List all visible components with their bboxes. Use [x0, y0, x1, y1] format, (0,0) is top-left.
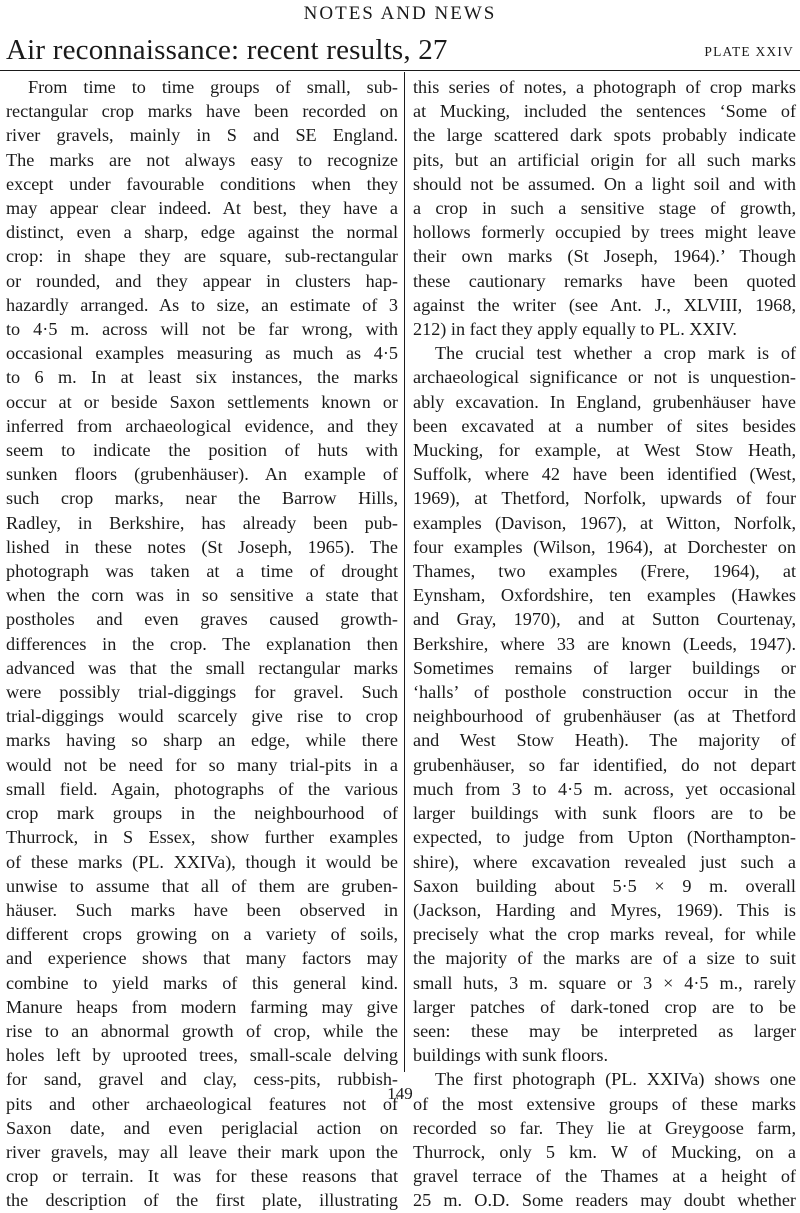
text-line: Suffolk, where 42 have been identified (West,	[413, 464, 796, 485]
text-line: their own marks (St Joseph, 1964).’ Though	[413, 246, 796, 267]
text-line: Manure heaps from modern farming may give	[6, 996, 398, 1017]
text-line: gravel terrace of the Thames at a height of	[413, 1166, 796, 1187]
text-line: trial-diggings would scarcely give rise to crop	[6, 706, 398, 727]
text-line: häuser. Such marks have been observed in	[6, 899, 398, 920]
text-line: to 4·5 m. across will not be far wrong, with	[6, 319, 398, 340]
text-line: river gravels, mainly in S and SE England.	[6, 125, 398, 146]
column-left	[6, 75, 398, 1213]
text-line: archaeological significance or not is unquestion-	[413, 367, 796, 388]
text-line: ‘halls’ of posthole construction occur in the	[413, 682, 796, 703]
text-line: been excavated at a number of sites besides	[413, 415, 796, 436]
text-line: examples (Davison, 1967), at Witton, Norfolk,	[413, 512, 796, 533]
text-line: The marks are not always easy to recognize	[6, 149, 398, 170]
text-line: and West Stow Heath). The majority of	[413, 730, 796, 751]
text-line: a crop in such a sensitive stage of growth,	[413, 198, 796, 219]
text-line: the description of the first plate, illustrating	[6, 1190, 398, 1211]
text-line: Mucking, for example, at West Stow Heath,	[413, 440, 796, 461]
text-line: rectangular crop marks have been recorded on	[6, 101, 398, 122]
text-line: neighbourhood of grubenhäuser (as at Thetford	[413, 706, 796, 727]
text-line: at Mucking, included the sentences ‘Some of	[413, 101, 796, 122]
text-line: would not be need for so many trial-pits in a	[6, 754, 398, 775]
text-line: Eynsham, Oxfordshire, ten examples (Hawkes	[413, 585, 796, 606]
text-line: sunken floors (grubenhäuser). An example of	[6, 464, 398, 485]
text-line: rise to an abnormal growth of crop, while the	[6, 1020, 398, 1041]
text-line: this series of notes, a photograph of crop marks	[413, 77, 796, 97]
text-line: larger patches of dark-toned crop are to be	[413, 996, 796, 1017]
text-line: Berkshire, where 33 are known (Leeds, 1947).	[413, 633, 796, 654]
header-rule	[0, 70, 800, 71]
text-line: different crops growing on a variety of soils,	[6, 924, 398, 945]
text-line: holes left by uprooted trees, small-scale delving	[6, 1045, 398, 1066]
text-line: crop: in shape they are square, sub-rectangular	[6, 246, 398, 267]
text-line: 25 m. O.D. Some readers may doubt whether	[413, 1190, 796, 1211]
text-line: 212) in fact they apply equally to PL. XXIV.	[413, 319, 737, 340]
text-line: for sand, gravel and clay, cess-pits, rubbish-	[6, 1069, 398, 1090]
text-line: or rounded, and they appear in clusters hap-	[6, 270, 398, 291]
text-line: should not be assumed. On a light soil and with	[413, 173, 796, 194]
text-line: such crop marks, near the Barrow Hills,	[6, 488, 398, 509]
plate-label: PLATE XXIV	[704, 44, 794, 59]
text-line: The first photograph (PL. XXIVa) shows one	[435, 1069, 796, 1090]
text-line: much from 3 to 4·5 m. across, yet occasional	[413, 778, 796, 799]
text-line: four examples (Wilson, 1964), at Dorchester on	[413, 536, 796, 557]
text-line: inferred from archaeological evidence, and they	[6, 415, 398, 436]
text-line: postholes and even graves caused growth-	[6, 609, 398, 630]
text-line: Saxon building about 5·5 × 9 m. overall	[413, 875, 796, 896]
text-line: precisely what the crop marks reveal, for while	[413, 924, 796, 945]
text-line: Radley, in Berkshire, has already been pub-	[6, 512, 398, 533]
column-right	[413, 75, 796, 1213]
text-line: of these marks (PL. XXIVa), though it would be	[6, 851, 398, 872]
text-line: occur at or beside Saxon settlements known or	[6, 391, 398, 412]
text-line: pits, but an artificial origin for all such marks	[413, 149, 796, 170]
text-line: Thurrock, in S Essex, show further examples	[6, 827, 398, 848]
text-line: From time to time groups of small, sub-	[28, 77, 398, 97]
text-line: Sometimes remains of larger buildings or	[413, 657, 796, 678]
text-line: expected, to judge from Upton (Northampton-	[413, 827, 796, 848]
text-line: seen: these may be interpreted as larger	[413, 1020, 796, 1041]
running-head: NOTES AND NEWS	[303, 3, 497, 24]
text-line: river gravels, may all leave their mark upon the	[6, 1141, 398, 1162]
text-line: except under favourable conditions when they	[6, 173, 398, 194]
text-line: distinct, even a sharp, edge against the normal	[6, 222, 398, 243]
text-line: Saxon date, and even periglacial action on	[6, 1117, 398, 1138]
text-line: 1969), at Thetford, Norfolk, upwards of four	[413, 488, 796, 509]
text-line: to 6 m. In at least six instances, the marks	[6, 367, 398, 388]
text-line: Thurrock, only 5 km. W of Mucking, on a	[413, 1141, 796, 1162]
text-line: of the most extensive groups of these marks	[413, 1093, 796, 1114]
text-line: (Jackson, Harding and Myres, 1969). This is	[413, 899, 796, 920]
text-line: crop mark groups in the neighbourhood of	[6, 803, 398, 824]
text-line: and Gray, 1970), and at Sutton Courtenay,	[413, 609, 796, 630]
text-line: crop or terrain. It was for these reasons that	[6, 1166, 398, 1187]
text-line: differences in the crop. The explanation then	[6, 633, 398, 654]
text-line: were possibly trial-diggings for gravel. Such	[6, 682, 398, 703]
text-line: when the corn was in so sensitive a state that	[6, 585, 398, 606]
text-line: against the writer (see Ant. J., XLVIII, 1968,	[413, 294, 796, 315]
column-divider	[404, 72, 405, 1072]
text-line: marks having so sharp an edge, while there	[6, 730, 398, 751]
text-line: combine to yield marks of this general kind.	[6, 972, 398, 993]
text-line: shire), where excavation revealed just such a	[413, 851, 796, 872]
text-line: these cautionary remarks have been quoted	[413, 270, 796, 291]
text-line: the majority of the marks are of a size to suit	[413, 948, 796, 969]
article-title: Air reconnaissance: recent results, 27	[6, 34, 448, 66]
text-line: small field. Again, photographs of the various	[6, 778, 398, 799]
text-line: pits and other archaeological features not of	[6, 1093, 398, 1114]
text-line: hollows formerly occupied by trees might leave	[413, 222, 796, 243]
text-line: recorded so far. They lie at Greygoose farm,	[413, 1117, 796, 1138]
text-line: and experience shows that many factors may	[6, 948, 398, 969]
text-line: small huts, 3 m. square or 3 × 4·5 m., rarely	[413, 972, 796, 993]
text-line: grubenhäuser, so far identified, do not depart	[413, 754, 796, 775]
page-number: 149	[387, 1084, 413, 1103]
text-line: hazardly arranged. As to size, an estimate of 3	[6, 294, 398, 315]
text-line: The crucial test whether a crop mark is of	[435, 343, 796, 364]
text-line: seem to indicate the position of huts with	[6, 440, 398, 461]
text-line: occasional examples measuring as much as 4·5	[6, 343, 398, 364]
text-line: buildings with sunk floors.	[413, 1045, 609, 1066]
text-line: the large scattered dark spots probably indicate	[413, 125, 796, 146]
text-line: advanced was that the small rectangular marks	[6, 657, 398, 678]
text-line: lished in these notes (St Joseph, 1965). The	[6, 536, 398, 557]
text-line: photograph was taken at a time of drought	[6, 561, 398, 582]
text-line: ably excavation. In England, grubenhäuser have	[413, 391, 796, 412]
text-line: Thames, two examples (Frere, 1964), at	[413, 561, 796, 582]
text-line: may appear clear indeed. At best, they have a	[6, 198, 398, 219]
text-line: unwise to assume that all of them are gruben-	[6, 875, 398, 896]
text-line: larger buildings with sunk floors are to be	[413, 803, 796, 824]
